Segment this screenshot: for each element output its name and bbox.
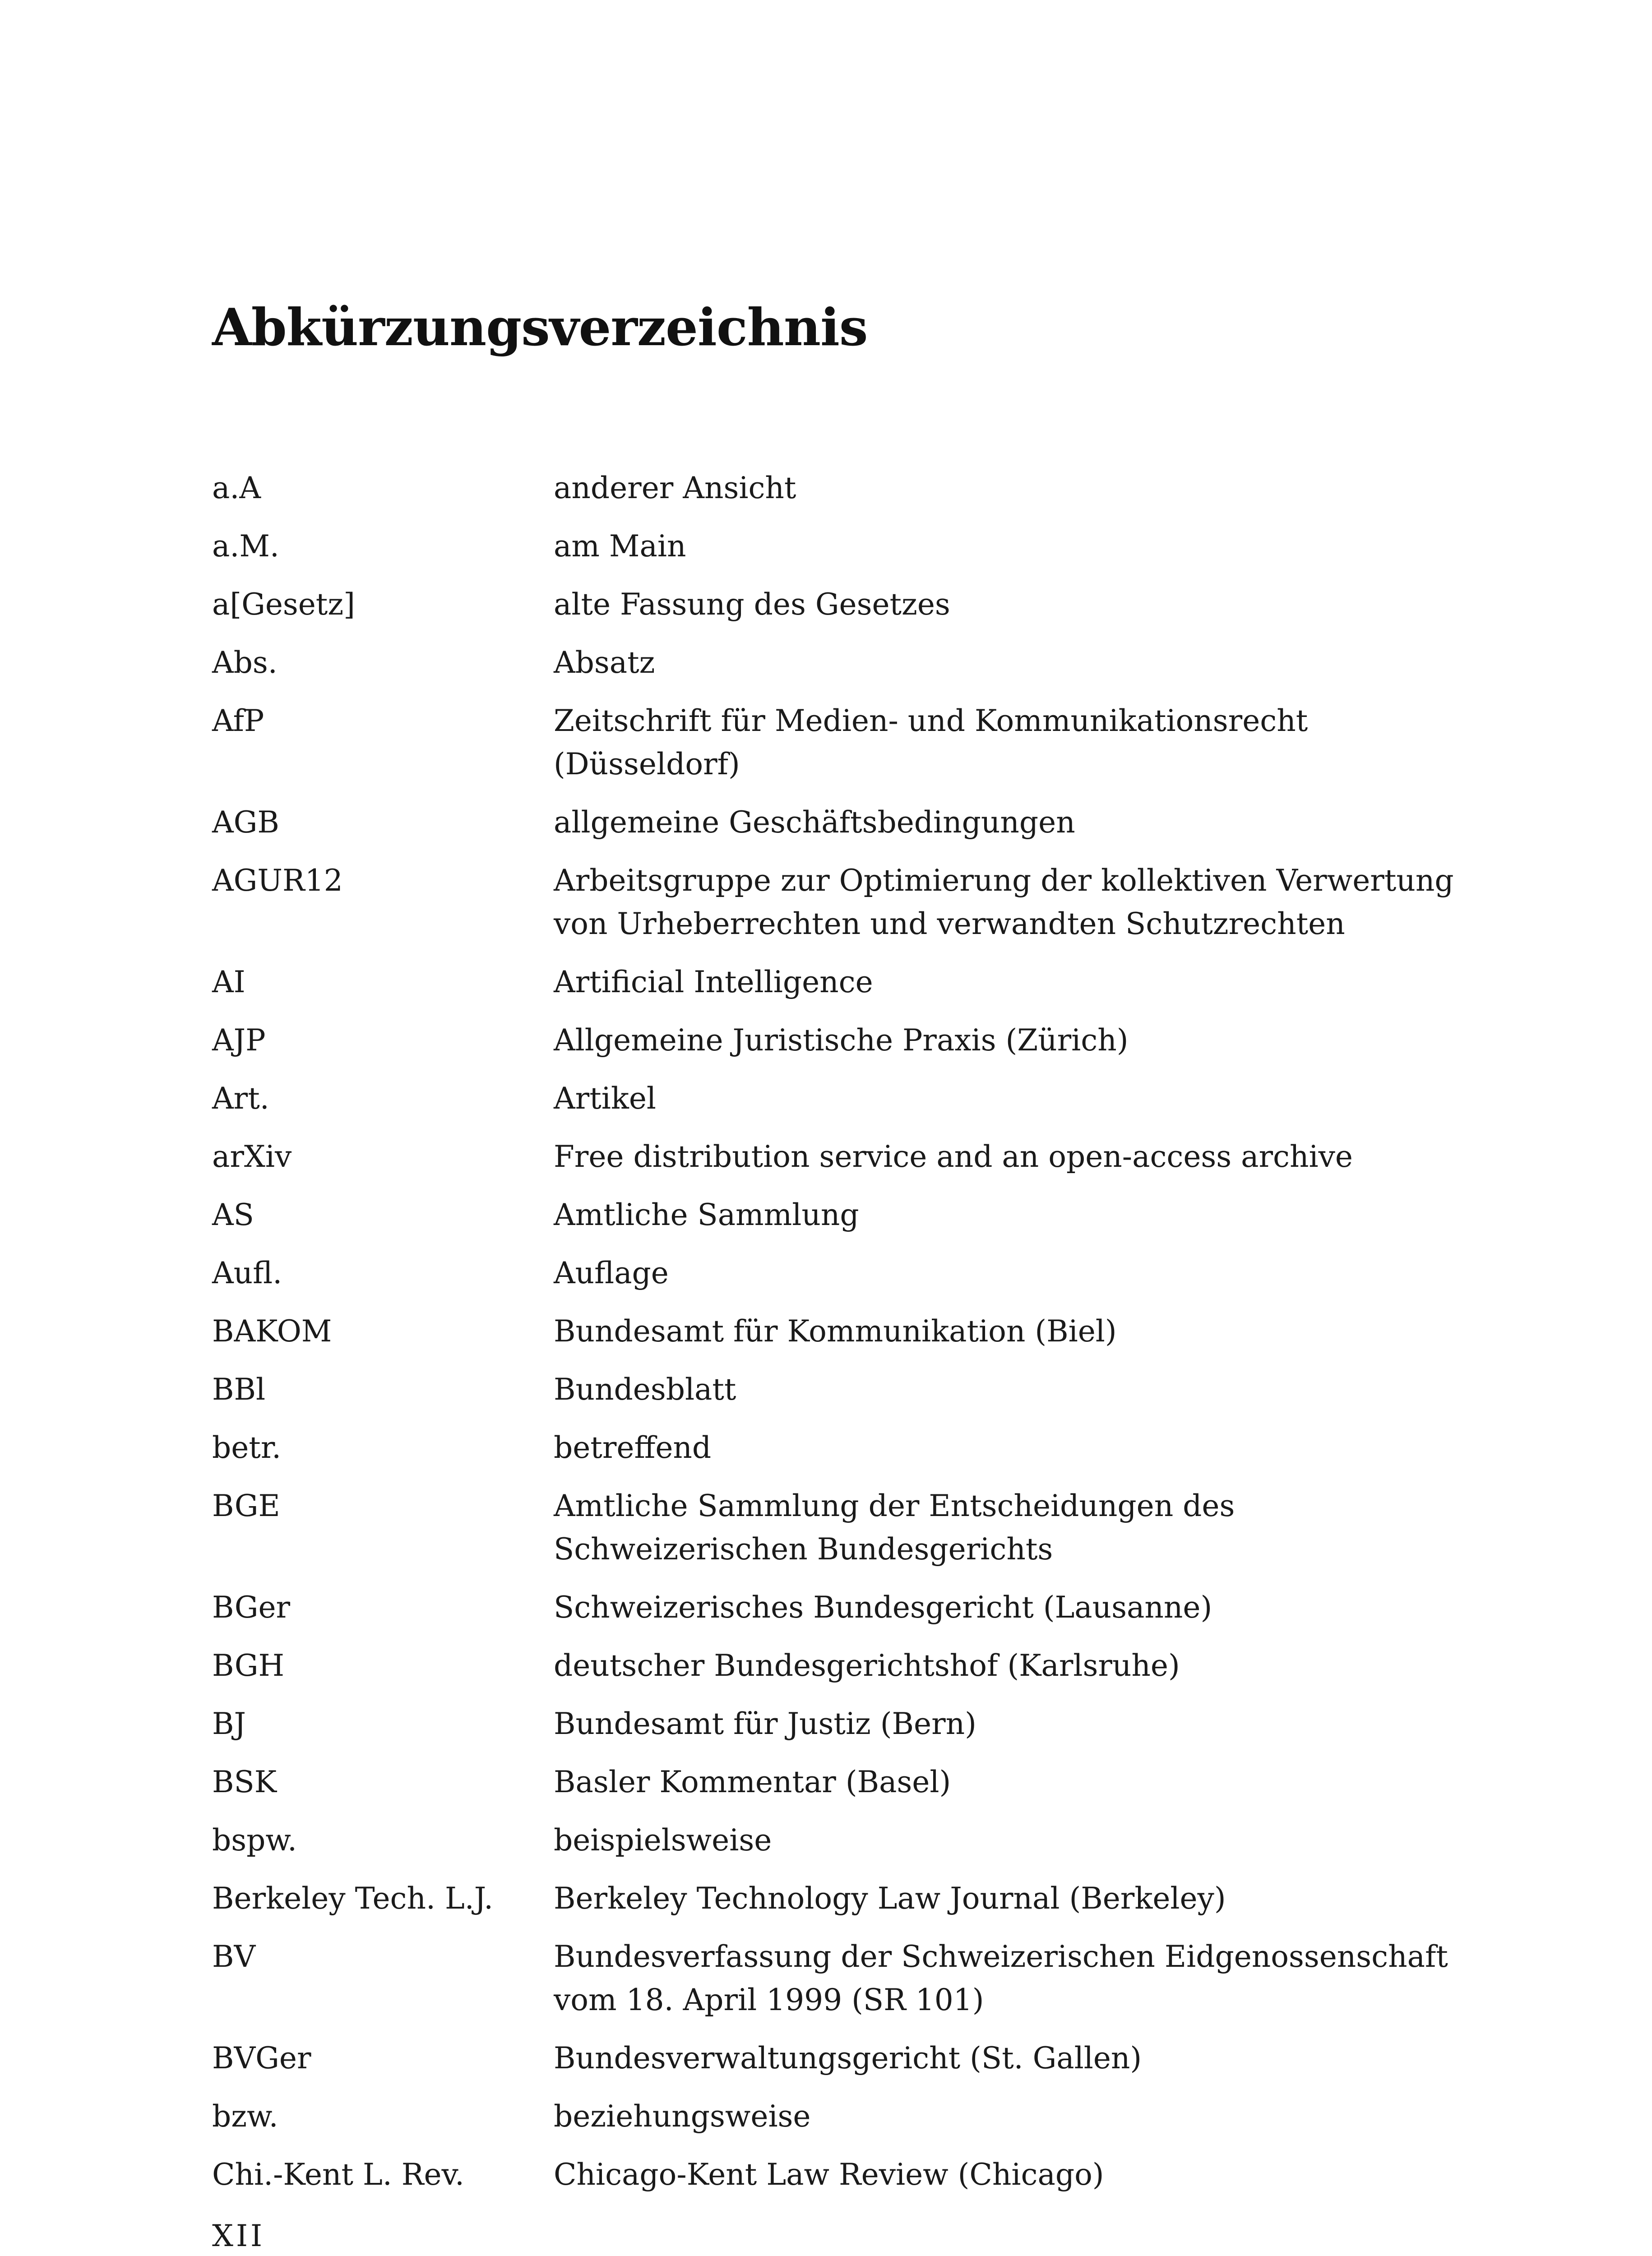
abbreviation-term: BV: [212, 1939, 256, 1974]
abbreviation-entry: [212, 1484, 1458, 1571]
abbreviation-term: arXiv: [212, 1139, 292, 1174]
abbreviation-meaning: betreffend: [554, 1430, 712, 1465]
abbreviation-term: AS: [212, 1197, 254, 1232]
abbreviation-meaning: Bundesamt für Kommunikation (Biel): [554, 1314, 1117, 1349]
abbreviation-entry: [212, 583, 1458, 626]
abbreviation-entry: [212, 2037, 1458, 2080]
abbreviation-meaning: Auflage: [554, 1256, 669, 1290]
abbreviation-term: a[Gesetz]: [212, 587, 355, 622]
abbreviation-entry: [212, 961, 1458, 1004]
abbreviation-entry: [212, 1252, 1458, 1295]
abbreviation-term: AfP: [212, 703, 264, 738]
abbreviation-term: Berkeley Tech. L.J.: [212, 1881, 494, 1916]
abbreviation-meaning: Free distribution service and an open-access archive: [554, 1139, 1353, 1174]
abbreviation-entry: [212, 1935, 1458, 2022]
page-title: Abkürzungsverzeichnis: [212, 297, 868, 357]
abbreviation-term: bspw.: [212, 1823, 297, 1858]
abbreviation-meaning: beispielsweise: [554, 1823, 772, 1858]
abbreviation-term: Art.: [212, 1081, 269, 1116]
abbreviation-meaning: Bundesblatt: [554, 1372, 736, 1407]
abbreviation-meaning: Basler Kommentar (Basel): [554, 1765, 951, 1799]
abbreviation-entry: [212, 1702, 1458, 1746]
abbreviation-term: AGUR12: [212, 863, 343, 898]
abbreviation-term: Chi.-Kent L. Rev.: [212, 2157, 464, 2192]
abbreviation-meaning: Zeitschrift für Medien- und Kommunikationsrecht (Düsseldorf): [554, 703, 1308, 781]
abbreviation-term: a.A: [212, 471, 261, 505]
abbreviation-list: [212, 467, 1458, 2211]
abbreviation-entry: [212, 699, 1458, 786]
abbreviation-meaning: Amtliche Sammlung der Entscheidungen des Schweizerischen Bundesgerichts: [554, 1489, 1235, 1567]
abbreviation-entry: [212, 801, 1458, 844]
abbreviation-meaning: Absatz: [554, 645, 655, 680]
abbreviation-meaning: beziehungsweise: [554, 2099, 811, 2134]
abbreviation-entry: [212, 1019, 1458, 1062]
abbreviation-entry: [212, 525, 1458, 568]
abbreviation-meaning: Bundesverfassung der Schweizerischen Eidgenossenschaft vom 18. April 1999 (SR 101): [554, 1939, 1448, 2017]
abbreviation-term: BBl: [212, 1372, 266, 1407]
abbreviation-term: BGE: [212, 1489, 280, 1523]
abbreviation-entry: [212, 1077, 1458, 1120]
abbreviation-entry: [212, 1368, 1458, 1411]
abbreviation-term: BVGer: [212, 2041, 311, 2076]
abbreviation-entry: [212, 2095, 1458, 2138]
page-number: XII: [212, 2219, 265, 2253]
abbreviation-term: AI: [212, 965, 245, 999]
abbreviation-meaning: deutscher Bundesgerichtshof (Karlsruhe): [554, 1648, 1180, 1683]
abbreviation-meaning: anderer Ansicht: [554, 471, 796, 505]
abbreviation-meaning: Bundesamt für Justiz (Bern): [554, 1706, 976, 1741]
abbreviation-meaning: Chicago-Kent Law Review (Chicago): [554, 2157, 1104, 2192]
abbreviation-term: bzw.: [212, 2099, 278, 2134]
abbreviation-entry: [212, 641, 1458, 684]
abbreviation-term: BSK: [212, 1765, 277, 1799]
abbreviation-entry: [212, 1310, 1458, 1353]
abbreviation-meaning: Schweizerisches Bundesgericht (Lausanne): [554, 1590, 1212, 1625]
abbreviation-entry: [212, 859, 1458, 946]
abbreviation-meaning: Bundesverwaltungsgericht (St. Gallen): [554, 2041, 1142, 2076]
abbreviation-term: Abs.: [212, 645, 278, 680]
abbreviation-meaning: Artificial Intelligence: [554, 965, 873, 999]
abbreviation-term: betr.: [212, 1430, 282, 1465]
abbreviation-term: AGB: [212, 805, 279, 840]
abbreviation-term: BGer: [212, 1590, 291, 1625]
abbreviation-meaning: Berkeley Technology Law Journal (Berkeley): [554, 1881, 1226, 1916]
abbreviation-entry: [212, 1877, 1458, 1920]
abbreviation-meaning: Amtliche Sammlung: [554, 1197, 859, 1232]
abbreviation-entry: [212, 1586, 1458, 1629]
abbreviation-entry: [212, 1135, 1458, 1179]
abbreviation-term: AJP: [212, 1023, 266, 1058]
abbreviation-meaning: alte Fassung des Gesetzes: [554, 587, 950, 622]
abbreviation-term: BAKOM: [212, 1314, 332, 1349]
abbreviation-entry: [212, 1644, 1458, 1687]
abbreviation-meaning: am Main: [554, 529, 686, 564]
abbreviation-meaning: allgemeine Geschäftsbedingungen: [554, 805, 1075, 840]
abbreviation-term: a.M.: [212, 529, 279, 564]
abbreviation-entry: [212, 2153, 1458, 2196]
abbreviation-entry: [212, 1761, 1458, 1804]
abbreviation-meaning: Allgemeine Juristische Praxis (Zürich): [554, 1023, 1129, 1058]
abbreviation-entry: [212, 1193, 1458, 1237]
abbreviation-term: BGH: [212, 1648, 285, 1683]
abbreviation-meaning: Artikel: [554, 1081, 657, 1116]
abbreviation-term: Aufl.: [212, 1256, 282, 1290]
abbreviation-entry: [212, 1819, 1458, 1862]
abbreviation-entry: [212, 467, 1458, 510]
abbreviation-term: BJ: [212, 1706, 246, 1741]
abbreviation-entry: [212, 1426, 1458, 1470]
abbreviation-meaning: Arbeitsgruppe zur Optimierung der kollektiven Verwertung von Urheberrechten und verwandten Schutzrechten: [554, 863, 1454, 941]
